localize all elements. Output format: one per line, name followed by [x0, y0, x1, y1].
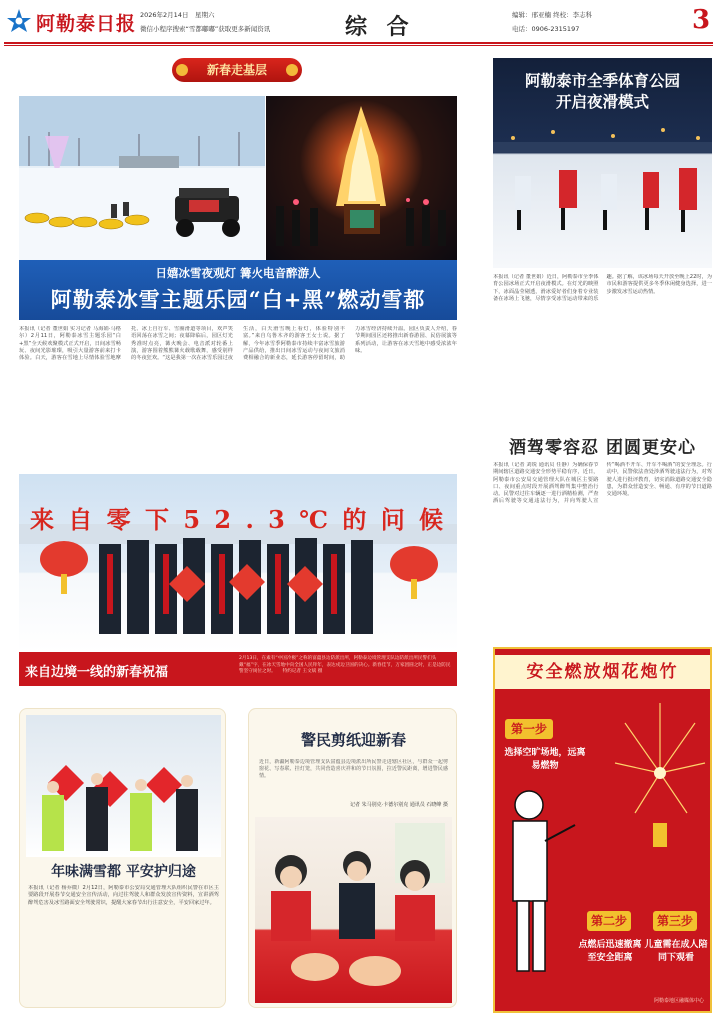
editor-credit: 编辑：邢亚楠 终校：李志科 — [512, 11, 593, 19]
step2-badge: 第二步 — [587, 911, 631, 931]
papercut-illustration — [255, 817, 452, 1003]
skating-article-body: 本报讯（记者 董世娟）近日，阿勒泰市全季体育公园冰场正式开启夜滑模式。在灯光的映照下，冰面晶莹剔透，滑冰爱好者们身着专业装备在冰场上飞驰，尽情享受冰雪运动带来的乐趣。据了解，该冰场每天开放至晚上22时，为市民和游客提供更多冬季休闲健身选择，进一步激发冰雪运动热情。 — [493, 274, 712, 302]
page-number: 3 — [691, 5, 711, 35]
papercut-card — [248, 708, 457, 1008]
lead-headline-bar — [19, 260, 457, 320]
border-caption-bar — [19, 652, 457, 686]
border-banner-text: 来 自 零 下 5 2 . 3 ℃ 的 问 候 — [29, 505, 447, 534]
drunk-driving-body: 本报讯（记者 刘锐 通讯员 任静）为确保春节期间辖区道路交通安全形势平稳有序，近日，阿勒泰市公安局交通管理大队在城区主要路口、夜间重点时段开展酒驾醉驾集中整治行动。民警对过往车辆逐一进行酒精检测，严查酒后驾驶等交通违法行为，并向驾驶人宣传“喝酒不开车、开车不喝酒”的安全理念。行动中，民警依法查处涉酒驾驶违法行为，对驾驶人进行批评教育，切实消除道路交通安全隐患，为群众营造安全、畅通、有序的节日道路交通环境。 — [493, 462, 712, 505]
lead-headline: 阿勒泰冰雪主题乐园“白+黑”燃动雪都 — [50, 287, 426, 312]
fireworks-title: 安全燃放烟花炮竹 — [495, 655, 710, 689]
border-title: 来自边境一线的新春祝福 — [25, 665, 169, 680]
papercut-body: 近日，新疆阿勒泰边境管理支队富蕴县边境派出所民警走进辖区社区，与群众一起剪窗花、写春联、挂灯笼，共同营造喜庆祥和的节日氛围，拉近警民距离，增进警民感情。 — [259, 759, 448, 779]
section-title: 综 合 — [345, 14, 415, 40]
masthead-logo — [6, 6, 136, 34]
traffic-police-photo — [26, 715, 221, 857]
traffic-police-illustration — [26, 715, 221, 857]
phone-number: 电话：0906-2315197 — [512, 25, 580, 33]
papercut-title: 警民剪纸迎新春 — [300, 731, 406, 749]
newspaper-name: 阿勒泰日报 — [36, 13, 137, 35]
papercut-byline: 记者 朱马别克·卡德尔别克 通讯员 石晓峰 摄 — [350, 802, 448, 808]
night-skating-photo — [493, 58, 712, 268]
fireworks-footer: 阿勒泰地区融媒体中心 — [653, 998, 704, 1004]
traffic-card — [19, 708, 226, 1008]
column-banner: 新春走基层 — [172, 58, 302, 82]
skating-title-line2: 开启夜滑模式 — [555, 92, 649, 111]
step2-text: 点燃后迅速撤离至安全距离 — [578, 940, 642, 963]
person-lighting-icon — [499, 785, 579, 1015]
skating-title-line1: 阿勒泰市全季体育公园 — [524, 71, 680, 90]
step1-badge: 第一步 — [505, 719, 553, 739]
border-police-photo — [19, 474, 457, 652]
snow-park-photo — [19, 96, 265, 260]
header-rule — [4, 42, 713, 44]
lead-subheadline: 日嬉冰雪夜观灯 篝火电音醉游人 — [155, 266, 321, 280]
lead-article-body: 本报讯（记者 董世娟 实习记者 马海娟·马格尔）2月11日，阿勒泰冰雪主题乐园“白+黑”全天候欢聚模式正式开启，日间冰雪畅玩、夜间光影璀璨，吸引大量游客前来打卡体验。白天，游客在雪地上尽情体验雪地摩托、冰上自行车、雪圈滑道等项目，欢声笑语回荡在冰雪之间；夜幕降临后，园区灯光秀准时点亮，篝火晚会、电音派对轮番上演，游客围着熊熊篝火载歌载舞，感受别样的冬夜狂欢。“这是我第一次在冰雪乐园过夜生活，白天滑雪晚上看灯，体验特别丰富。”来自乌鲁木齐的游客王女士说。据了解，今年冰雪季阿勒泰市持续丰富冰雪旅游产品供给，推出日间冰雪运动与夜间文旅消费相融合的新业态，延长游客停留时间，助力冰雪经济持续升温。园区负责人介绍，春节期间园区还将推出新春游园、民俗展演等系列活动，让游客在冰天雪地中感受浓浓年味。 — [19, 326, 457, 362]
fireworks-safety-box — [493, 647, 712, 1013]
traffic-title: 年味满雪都 平安护归途 — [51, 864, 196, 880]
logo-star-icon — [6, 8, 32, 34]
wechat-note: 微信小程序搜索“雪都嘟嘟”获取更多新闻资讯 — [140, 25, 271, 33]
step3-badge: 第三步 — [653, 911, 697, 931]
snow-park-illustration — [19, 96, 265, 260]
papercut-photo — [255, 817, 452, 1003]
firework-burst-icon — [605, 693, 710, 863]
issue-date: 2026年2月14日 星期六 — [140, 11, 215, 19]
bonfire-photo — [266, 96, 457, 260]
header-rule-thin — [4, 45, 713, 46]
bonfire-illustration — [266, 96, 457, 260]
step1-text: 选择空旷场地，远离易燃物 — [504, 748, 586, 771]
skating-title — [493, 70, 712, 112]
step3-text: 儿童需在成人陪同下观看 — [644, 940, 708, 963]
drunk-driving-title: 酒驾零容忍 团圆更安心 — [509, 438, 696, 458]
border-caption: 2月13日，在素有“中国冷极”之称的富蕴县边防派出所，阿勒泰边境管理支队边防派出所民警们头戴“福”字，在冰天雪地中向全国人民拜年，表达戍边卫国的决心。新春佳节，万家团圆之时，正是边防民警坚守岗位之时。 特约记者 王文斌 摄 — [239, 656, 451, 674]
traffic-article-body: 本报讯（记者 杨乔微）2月12日，阿勒泰市公安局交通管理大队组织民警在市区主要路段开展春节交通安全宣传活动，向过往驾驶人和群众发放宣传资料，宣讲酒驾醉驾危害及冰雪路面安全驾驶常识，提醒大家春节出行注意安全，平安回家过年。 — [28, 885, 219, 906]
